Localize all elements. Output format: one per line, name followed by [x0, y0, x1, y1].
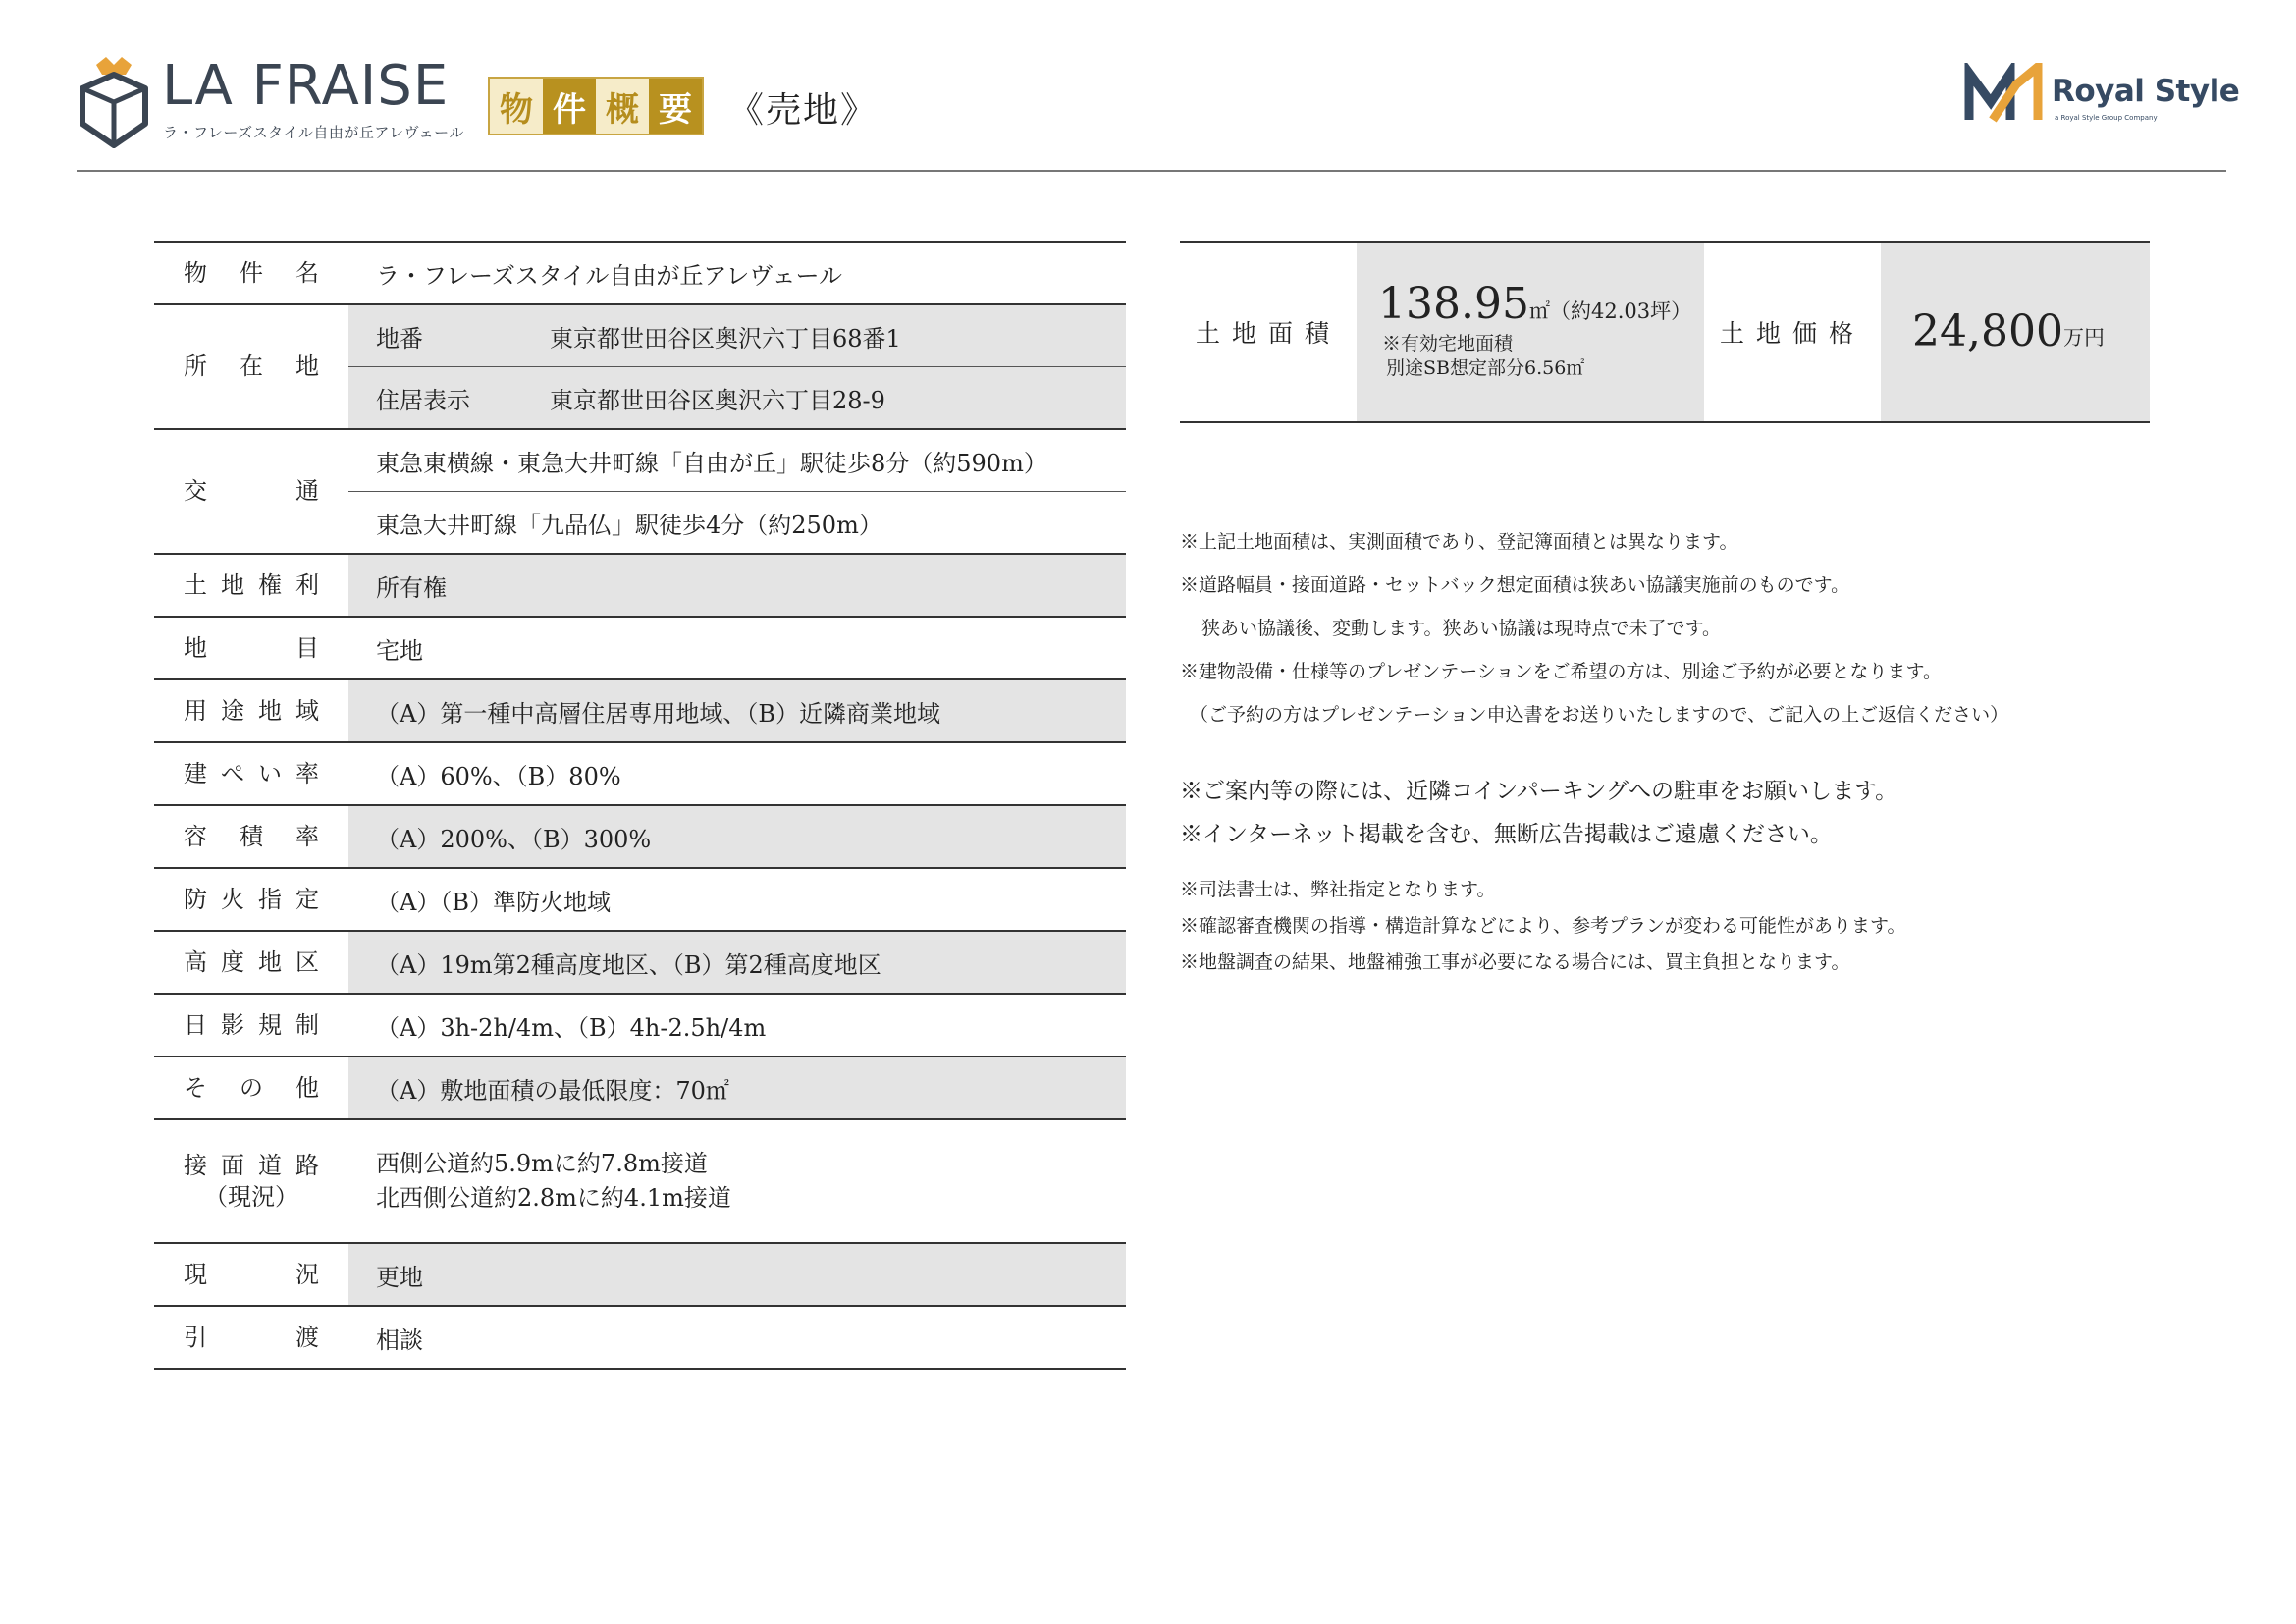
address-label: 住居表示	[376, 386, 470, 414]
label-char: 地	[258, 696, 282, 725]
table-row	[154, 1307, 1126, 1370]
strawberry-crown-logo-icon	[75, 51, 153, 149]
brand-subtitle: ラ・フレーズスタイル自由が丘アレヴェール	[163, 124, 464, 141]
current-status-value: 更地	[348, 1244, 1126, 1305]
table-row	[154, 743, 1126, 806]
label-char: 地	[258, 947, 282, 976]
frontage-road-line: 北西側公道約2.8mに約4.1m接道	[376, 1184, 731, 1212]
other-value: （A）敷地面積の最低限度：70㎡	[348, 1057, 1126, 1118]
land-rights-value: 所有権	[348, 555, 1126, 616]
row-label	[154, 1244, 348, 1305]
page-header	[0, 0, 2296, 172]
land-price-value: 24,800	[1912, 306, 2063, 356]
row-label	[154, 430, 348, 553]
zoning-value: （A）第一種中高層住居専用地域、（B）近隣商業地域	[348, 680, 1126, 741]
label-char: 況	[295, 1260, 319, 1288]
shadow-regulation-value: （A）3h-2h/4m、（B）4h-2.5h/4m	[376, 1013, 767, 1042]
row-label	[154, 618, 348, 678]
current-status-label	[184, 1259, 319, 1290]
location-label	[184, 351, 319, 382]
property-spec-table	[154, 241, 1126, 1370]
lot-number-row	[348, 305, 1126, 366]
document-title	[488, 77, 704, 135]
title-char: 概	[596, 79, 649, 134]
label-char: 所	[184, 352, 207, 381]
note-line: ※司法書士は、弊社指定となります。	[1180, 879, 1496, 900]
label-char: 率	[295, 759, 319, 787]
label-char: 火	[221, 885, 244, 913]
row-label	[154, 555, 348, 616]
note-line-emphasis: ※インターネット掲載を含む、無断広告掲載はご遠慮ください。	[1180, 822, 1833, 847]
table-row	[154, 995, 1126, 1057]
note-line: （ご予約の方はプレゼンテーション申込書をお送りいたしますので、ご記入の上ご返信ください）	[1190, 704, 2009, 726]
label-char: 在	[240, 352, 263, 381]
fire-zone-label	[184, 884, 319, 915]
property-name-value: ラ・フレーズスタイル自由が丘アレヴェール	[376, 261, 842, 290]
coverage-ratio-label	[184, 758, 319, 789]
zoning-label	[184, 695, 319, 727]
height-district-label	[184, 947, 319, 978]
table-row	[154, 869, 1126, 932]
table-row	[154, 1057, 1126, 1120]
address-row	[348, 366, 1126, 428]
title-char: 件	[543, 79, 596, 134]
land-area-note: 別途SB想定部分6.56㎡	[1386, 357, 1585, 379]
label-char: 積	[240, 822, 263, 850]
label-char: 用	[184, 696, 207, 725]
note-line: ※確認審査機関の指導・構造計算などにより、参考プランが変わる可能性があります。	[1180, 915, 1906, 937]
label-char: 利	[295, 570, 319, 599]
property-name-label	[184, 257, 319, 289]
note-line: ※道路幅員・接面道路・セットバック想定面積は狭あい協議実施前のものです。	[1180, 574, 1850, 596]
frontage-road-label	[184, 1150, 319, 1181]
row-label	[154, 680, 348, 741]
label-char: 域	[295, 696, 319, 725]
frontage-road-value	[348, 1120, 1126, 1242]
label-char: の	[240, 1073, 263, 1102]
notes-spacer	[1180, 741, 2162, 775]
row-label	[154, 1057, 348, 1118]
transport-subrows	[348, 430, 1126, 553]
table-row	[154, 1120, 1126, 1244]
label-char: 地	[221, 570, 244, 599]
label-char: 路	[295, 1151, 319, 1179]
label-char: 交	[184, 477, 207, 506]
note-line: ※建物設備・仕様等のプレゼンテーションをご希望の方は、別途ご予約が必要となります。	[1180, 661, 1942, 682]
lot-number-label: 地番	[376, 324, 423, 352]
label-char: 目	[295, 633, 319, 662]
note-line: ※上記土地面積は、実測面積であり、登記簿面積とは異なります。	[1180, 531, 1738, 553]
label-char: 指	[258, 885, 282, 913]
table-row	[154, 680, 1126, 743]
label-char: 容	[184, 822, 207, 850]
row-label	[154, 995, 348, 1056]
company-logo-subtitle: a Royal Style Group Company	[2055, 114, 2158, 122]
note-line: 狭あい協議後、変動します。狭あい協議は現時点で未了です。	[1201, 618, 1721, 639]
label-char: 高	[184, 947, 207, 976]
land-price-unit: 万円	[2062, 326, 2105, 350]
land-area-value: 138.95	[1378, 279, 1529, 330]
label-char: 影	[221, 1010, 244, 1039]
row-label	[154, 932, 348, 993]
lot-number-value: 東京都世田谷区奥沢六丁目68番1	[550, 324, 901, 352]
label-char: 日	[184, 1010, 207, 1039]
table-row	[154, 430, 1126, 555]
header-divider	[77, 170, 2226, 172]
row-label	[154, 1120, 348, 1242]
notes-spacer	[1180, 861, 2162, 873]
label-char: 制	[295, 1010, 319, 1039]
land-category-label	[184, 632, 319, 664]
land-area-unit: ㎡（約42.03坪）	[1528, 299, 1692, 324]
floor-area-ratio-label	[184, 821, 319, 852]
label-char: そ	[184, 1073, 207, 1102]
land-price-label: 土地価格	[1719, 319, 1865, 348]
label-char: 定	[295, 885, 319, 913]
land-price-cell	[1881, 243, 2150, 421]
label-char: 土	[184, 570, 207, 599]
label-char: 通	[295, 477, 319, 506]
label-char: 渡	[295, 1323, 319, 1351]
land-area-label: 土地面積	[1195, 319, 1341, 348]
table-row	[154, 618, 1126, 680]
table-row	[154, 243, 1126, 305]
label-char: 名	[295, 258, 319, 287]
label-char: 権	[258, 570, 282, 599]
table-row	[154, 305, 1126, 430]
label-char: 区	[295, 947, 319, 976]
table-row	[154, 932, 1126, 995]
frontage-road-sublabel: （現況）	[204, 1183, 298, 1211]
coverage-ratio-value: （A）60%、（B）80%	[376, 762, 621, 790]
title-char: 要	[649, 79, 702, 134]
label-char: 面	[221, 1151, 244, 1179]
label-char: 他	[295, 1073, 319, 1102]
address-value: 東京都世田谷区奥沢六丁目28-9	[550, 386, 885, 414]
label-char: 防	[184, 885, 207, 913]
transport-line: 東急大井町線「九品仏」駅徒歩4分（約250m）	[348, 491, 1126, 553]
brand-logo-text: LA FRAISE	[162, 54, 450, 118]
table-row	[154, 555, 1126, 618]
floor-area-ratio-value: （A）200%、（B）300%	[348, 806, 1126, 867]
label-char: 引	[184, 1323, 207, 1351]
notes-section	[1180, 525, 2162, 982]
label-char: 接	[184, 1151, 207, 1179]
label-char: 件	[240, 258, 263, 287]
fire-zone-value: （A）（B）準防火地域	[376, 888, 611, 916]
land-category-value: 宅地	[376, 636, 423, 665]
title-char: 物	[490, 79, 543, 134]
row-label	[154, 1307, 348, 1368]
location-subrows	[348, 305, 1126, 428]
label-char: い	[258, 759, 282, 787]
other-label	[184, 1072, 319, 1104]
label-char: 建	[184, 759, 207, 787]
document-subtitle: 《売地》	[728, 90, 879, 131]
note-line-emphasis: ※ご案内等の際には、近隣コインパーキングへの駐車をお願いします。	[1180, 779, 1898, 804]
price-summary	[1180, 241, 2150, 423]
label-char: 地	[295, 352, 319, 381]
row-label	[154, 305, 348, 428]
label-char: 現	[184, 1260, 207, 1288]
label-char: 道	[258, 1151, 282, 1179]
label-char: 規	[258, 1010, 282, 1039]
handover-label	[184, 1322, 319, 1353]
height-district-value: （A）19m第2種高度地区、（B）第2種高度地区	[348, 932, 1126, 993]
label-char: 率	[295, 822, 319, 850]
land-area-cell	[1357, 243, 1704, 421]
shadow-regulation-label	[184, 1009, 319, 1041]
label-char: 度	[221, 947, 244, 976]
land-rights-label	[184, 569, 319, 601]
label-char: 物	[184, 258, 207, 287]
row-label	[154, 806, 348, 867]
royal-style-logo-icon	[1963, 63, 2044, 124]
label-char: 地	[184, 633, 207, 662]
land-area-line	[1378, 279, 1692, 330]
handover-value: 相談	[376, 1326, 423, 1354]
frontage-road-line: 西側公道約5.9mに約7.8m接道	[376, 1150, 708, 1178]
transport-line: 東急東横線・東急大井町線「自由が丘」駅徒歩8分（約590m）	[376, 449, 1047, 477]
label-char: ぺ	[221, 759, 244, 787]
label-char: 途	[221, 696, 244, 725]
company-logo-text: Royal Style	[2052, 74, 2240, 109]
transport-label	[184, 475, 319, 507]
table-row	[154, 1244, 1126, 1307]
row-label	[154, 743, 348, 804]
row-label	[154, 869, 348, 930]
land-area-note: ※有効宅地面積	[1382, 333, 1514, 355]
row-label	[154, 243, 348, 303]
note-line: ※地盤調査の結果、地盤補強工事が必要になる場合には、買主負担となります。	[1180, 951, 1850, 973]
table-row	[154, 806, 1126, 869]
